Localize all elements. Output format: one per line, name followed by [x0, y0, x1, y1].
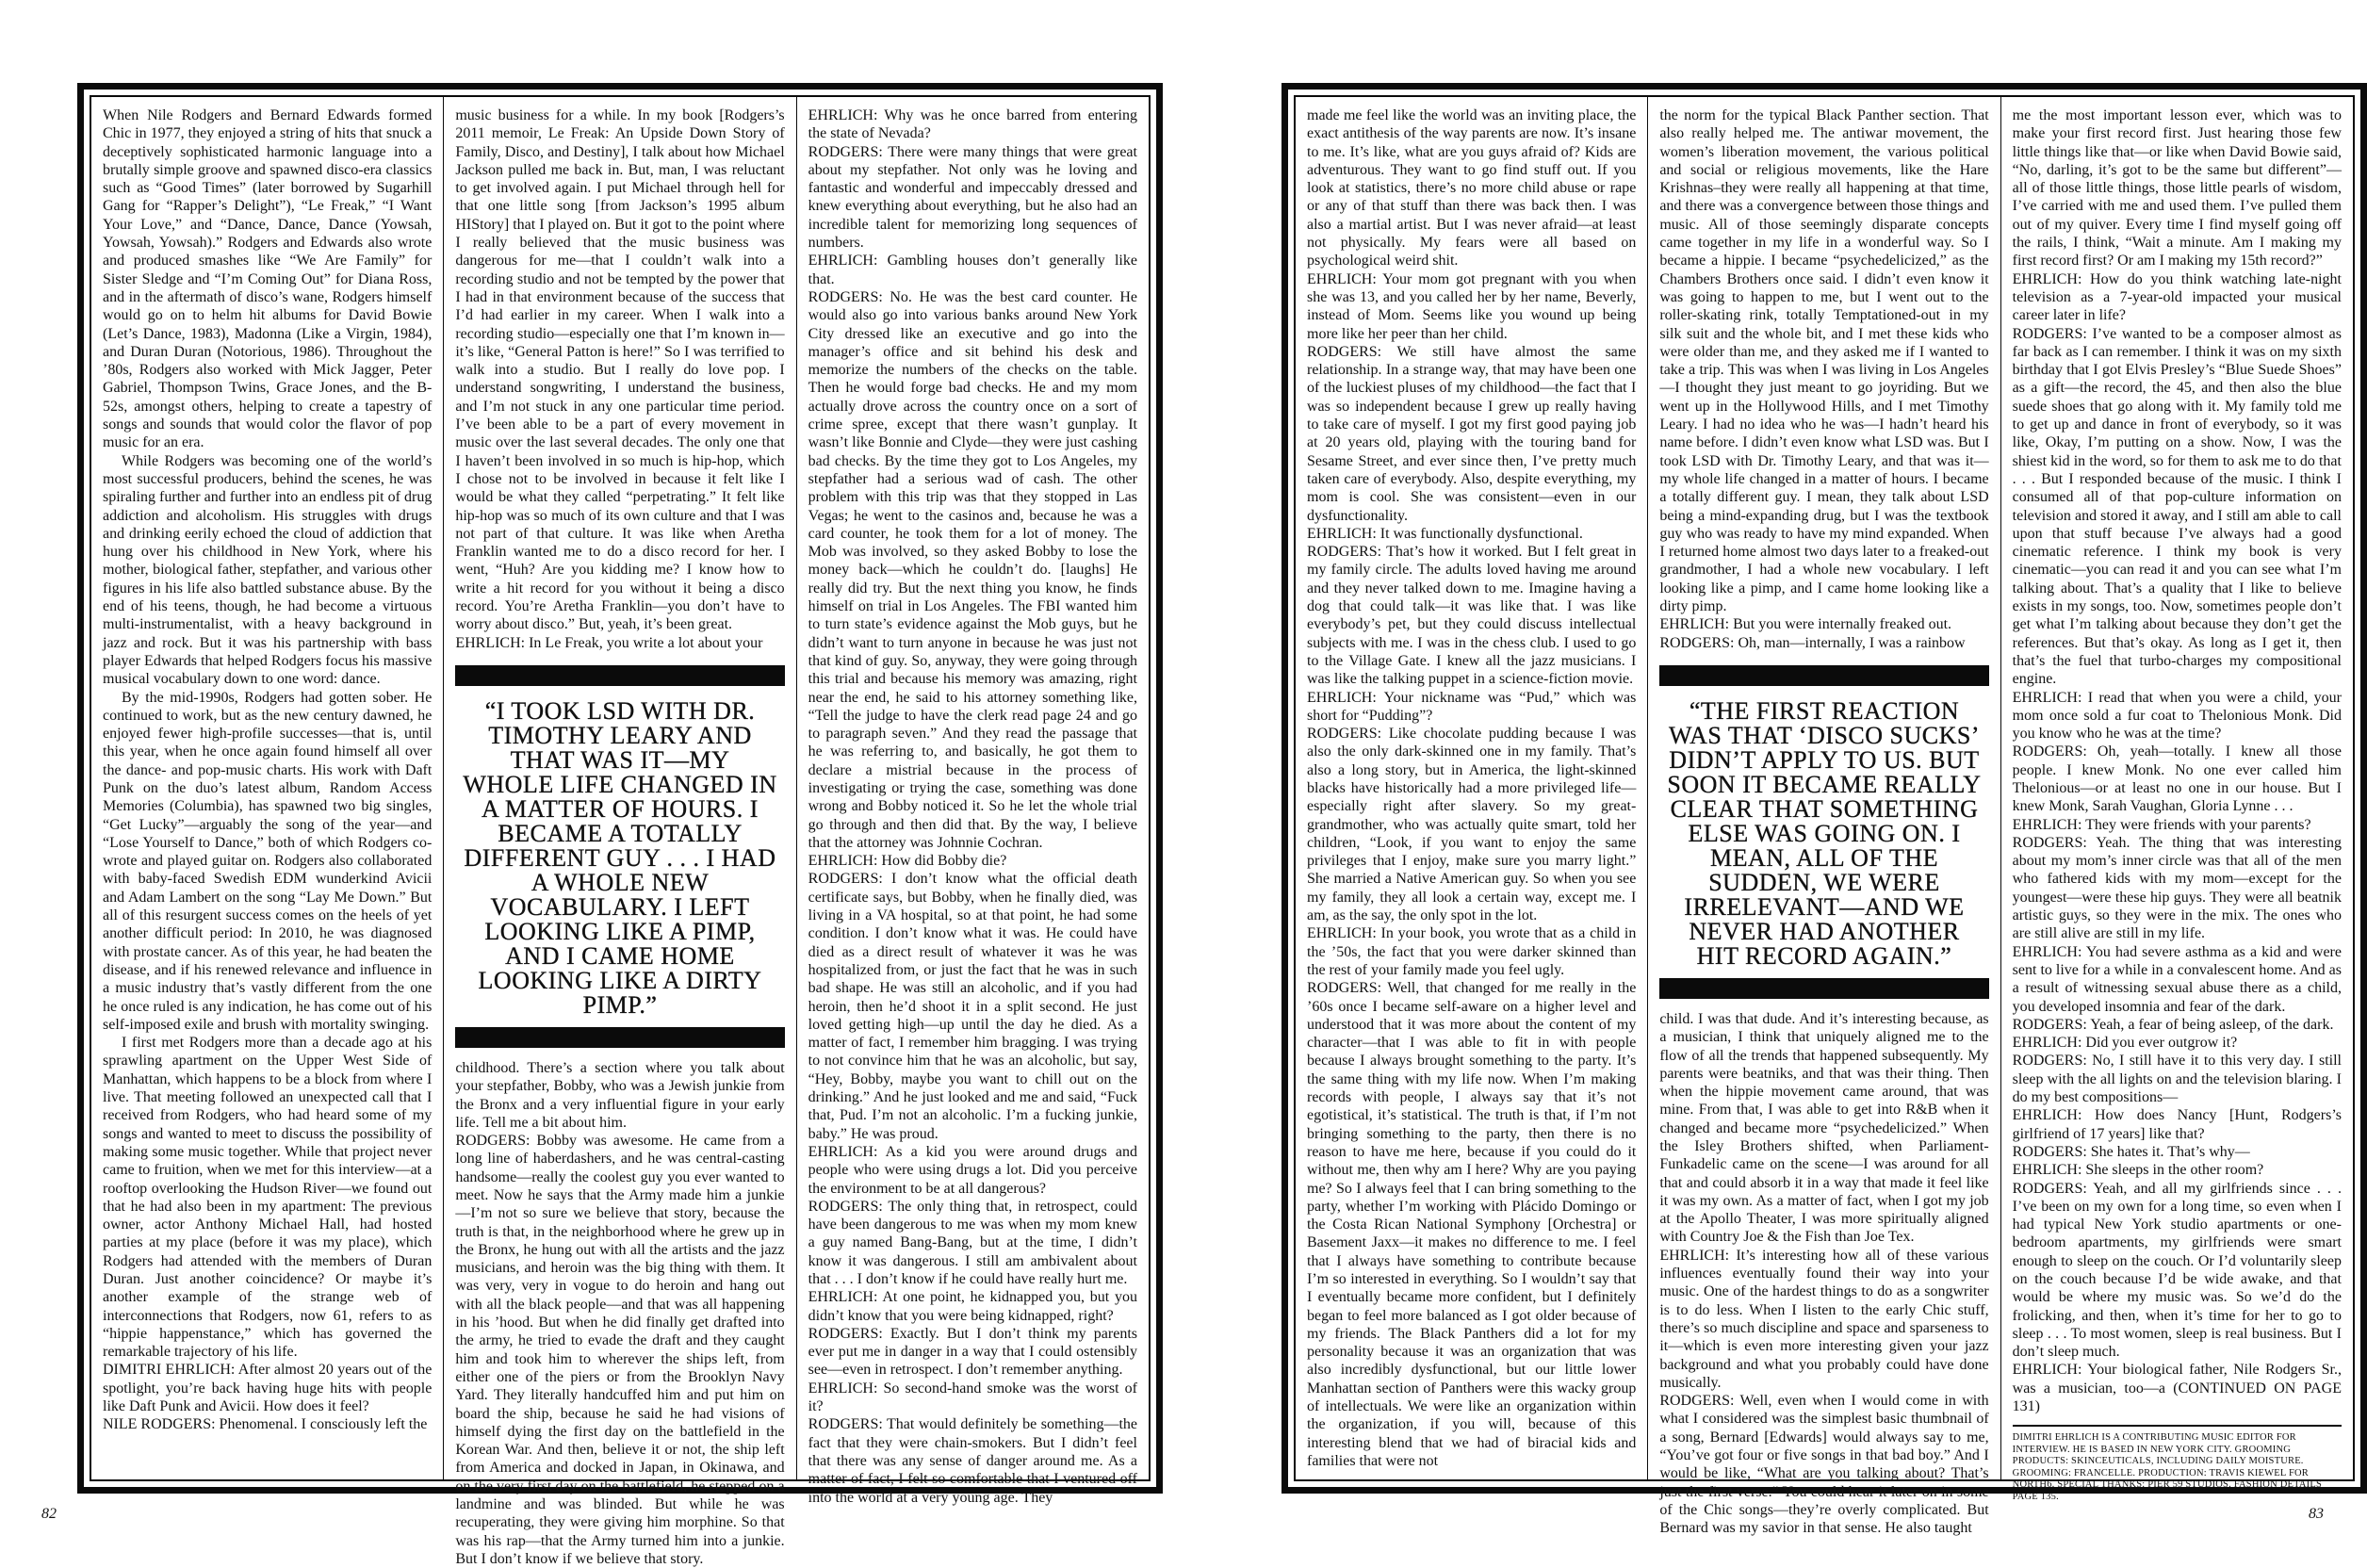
interview-line: EHRLICH: Gambling houses don’t generally like that. [808, 253, 1137, 287]
interview-line: RODGERS: No. He was the best card counter. He would also go into various banks around New York City dressed like an executive and go into the manager’s office and sit behind his desk and memorize the numbers of the checks on the table. Then he would forge bad checks. He and my mom actually drove across the country once on a sort of crime spree, except that there wasn’t gunplay. It wasn’t like Bonnie and Clyde—they were just cashing bad checks. By the time they got to Los Angeles, my stepfather had a serious wad of cash. The other problem with this trip was that they stopped in Las Vegas; he went to the casinos and, because he was a card counter, he took them for a lot of money. The Mob was involved, so they asked Bobby to lose the money back—which he couldn’t do. [laughs] He really did try. But the next thing you know, he finds himself on trial in Los Angeles. The FBI wanted him to turn state’s evidence against the Mob guys, but he didn’t want to turn anyone in because he was just not that kind of guy. So, anyway, they were going through this trial and because his memory was amazing, right near the end, he said to his attorney something like, “Tell the judge to have the clerk read page 24 and go to paragraph seven.” And they read the passage that he was referring to, and basically, he got them to declare a mistrial because in the process of investigating or trying the case, something was done wrong and Bobby noticed it. So he let the whole trial go through and then did that. By the way, I believe that the attorney was Johnnie Cochran. [808, 288, 1137, 851]
interview-line: NILE RODGERS: Phenomenal. I consciously left the [103, 1416, 428, 1433]
interview-line: RODGERS: She hates it. That’s why— [2012, 1143, 2250, 1160]
interview-line: RODGERS: The only thing that, in retrospect, could have been dangerous to me was when my mom knew a guy named Bang-Bang, but at the time, I didn’t know it was dangerous. I still am ambivalent about that . . . I don’t know if he could have really hurt me. [808, 1198, 1137, 1287]
interview-line: EHRLICH: At one point, he kidnapped you, but you didn’t know that you were being kidnapped, right? [808, 1289, 1137, 1324]
interview-line: EHRLICH: Did you ever outgrow it? [2012, 1035, 2238, 1052]
interview-line: RODGERS: Yeah. The thing that was interesting about my mom’s inner circle was that all of the men who fathered kids with my mom—except for the youngest—were these hip guys. They were all beatnik artistic guys, so they were in the mix. The ones who are still alive are still in my life. [2012, 834, 2342, 942]
interview-line: RODGERS: Oh, man—internally, I was a rainbow [1659, 634, 1966, 651]
body-paragraph: While Rodgers was becoming one of the world’s most successful producers, behind the scenes, he was spiraling further and further into an endless pit of drug addiction and alcoholism. His struggles with drugs and drinking eerily echoed the cloud of addiction that hung over his childhood in New York, where his mother, biological father, stepfather, and various other figures in his life also battled substance abuse. By the end of his teens, though, he had become a virtuous multi-instrumentalist, with a heavy background in jazz and rock. But it was his partnership with bass player Edwards that helped Rodgers focus his massive musical vocabulary down to one word: dance. [103, 452, 433, 688]
body-paragraph: me the most important lesson ever, which was to make your first record first. Just hearing those few little things like that—or like when David Bowie said, “No, darling, it’s got to be the same but different”—all of those little things, those little pearls of wisdom, I’ve carried with me and used them. I’ve pulled them out of my quiver. Every time I find myself going off the rails, I think, “Wait a minute. Am I making my first record first? Or am I making my 15th record?” [2012, 107, 2342, 270]
interview-line: EHRLICH: They were friends with your parents? [2012, 816, 2311, 833]
interview-line: EHRLICH: So second-hand smoke was the worst of it? [808, 1380, 1137, 1415]
interview-line: EHRLICH: Why was he once barred from entering the state of Nevada? [808, 107, 1137, 142]
pull-quote-text: “I TOOK LSD WITH DR. TIMOTHY LEARY AND THAT WAS IT—MY WHOLE LIFE CHANGED IN A MATTER OF HOURS. I BECAME A TOTALLY DIFFERENT GUY . . . I HAD A WHOLE NEW VOCABULARY. I LEFT LOOKING LIKE A PIMP, AND I CAME HOME LOOKING LIKE A DIRTY PIMP.” [463, 696, 777, 1019]
pull-quote-text: “THE FIRST REACTION WAS THAT ‘DISCO SUCKS’ DIDN’T APPLY TO US. BUT SOON IT BECAME REALLY CLEAR THAT SOMETHING ELSE WAS GOING ON. I MEAN, ALL OF THE SUDDEN, WE WERE IRRELEVANT—AND WE NEVER HAD ANOTHER HIT RECORD AGAIN.” [1667, 696, 1982, 970]
interview-line: EHRLICH: It’s interesting how all of these various influences eventually found their way into your music. One of the hardest things to do as a songwriter is to do less. When I listen to the early Chic stuff, there’s so much discipline and space and sparseness to it—which is even more interesting given your jazz background and what you probably could have done musically. [1659, 1247, 1989, 1391]
body-paragraph: made me feel like the world was an inviting place, the exact antithesis of the way parents are now. It’s insane to me. It’s like, what are you guys afraid of? Kids are adventurous. They want to go find stuff out. If you look at statistics, there’s no more child abuse or rape or any of that stuff than there was back then. I was also a martial artist. But I was never afraid—at least not physically. My fears were all based on psychological weird shit. [1307, 107, 1637, 270]
pull-quote-left [455, 665, 784, 1048]
interview-line: RODGERS: There were many things that were great about my stepfather. Not only was he loving and fantastic and wonderful and impeccably dressed and knew everything about everything, but he also had an incredible talent for memorizing long sequences of numbers. [808, 143, 1137, 252]
interview-line: EHRLICH: How did Bobby die? [808, 853, 1007, 870]
interview-line: EHRLICH: How do you think watching late-night television as a 7-year-old impacted your musical career later in life? [2012, 270, 2342, 324]
body-paragraph: By the mid-1990s, Rodgers had gotten sober. He continued to work, but as the new century dawned, he enjoyed fewer high-profile successes—that is, until this year, when he once again found himself all over the dance- and pop-music charts. His work with Daft Punk on the duo’s latest album, Random Access Memories (Columbia), has spawned two big singles, “Get Lucky”—arguably the song of the year—and “Lose Yourself to Dance,” both of which Rodgers co-wrote and played guitar on. Rodgers also collaborated with baby-faced Swedish EDM wunderkind Avicii and Adam Lambert on the song “Lay Me Down.” But all of this resurgent success comes on the heels of yet another difficult period: In 2010, he was diagnosed with prostate cancer. As of this year, he had beaten the disease, and if his renewed relevance and influence in a music industry that’s vastly different from the one he once ruled is any indication, he has come out of his self-imposed exile and brush with mortality swinging. [103, 689, 433, 1033]
interview-line: EHRLICH: Your mom got pregnant with you when she was 13, and you called her by her name, Beverly, instead of Mom. Seems like you wound up being more like her peer than her child. [1307, 270, 1637, 342]
contributor-credit: DIMITRI EHRLICH IS A CONTRIBUTING MUSIC EDITOR FOR INTERVIEW. HE IS BASED IN NEW YORK CITY. GROOMING PRODUCTS: SKINCEUTICALS, INCLUDING DAILY MOISTURE. GROOMING: FRANCELLE. PRODUCTION: TRAVIS KIEWEL FOR NORTH6. SPECIAL THANKS: PIER 59 STUDIOS. FASHION DETAILS PAGE 135. [2013, 1425, 2342, 1503]
interview-line: RODGERS: That would definitely be something—the fact that they were chain-smokers. But I didn’t feel that there was any sense of danger around me. As a matter of fact, I felt so comfortable that I ventured off into the world at a very young age. They [808, 1416, 1137, 1506]
body-paragraph: childhood. There’s a section where you talk about your stepfather, Bobby, who was a Jewish junkie from the Bronx and a very influential figure in your early life. Tell me a bit about him. [455, 1059, 785, 1131]
left-column-1 [91, 97, 444, 1479]
interview-line: EHRLICH: In your book, you wrote that as a child in the ’50s, the fact that you were darker skinned than the rest of your family made you feel ugly. [1307, 925, 1637, 978]
left-page [0, 0, 1178, 1567]
right-column-2 [1648, 97, 2000, 1537]
left-column-3 [797, 97, 1149, 1506]
right-column-3 [2001, 97, 2353, 1502]
interview-line: EHRLICH: But you were internally freaked out. [1659, 616, 1952, 633]
left-column-2 [444, 97, 796, 1567]
interview-line: EHRLICH: How does Nancy [Hunt, Rodgers’s girlfriend of 17 years] like that? [2012, 1107, 2342, 1142]
interview-line: RODGERS: Like chocolate pudding because I was also the only dark-skinned one in my family. That’s also a long story, but in America, the light-skinned blacks have historically had a more privileged life—especially right after slavery. So my great-grandmother, who was actually quite smart, told her children, “Look, if you want to enjoy the same privileges that I enjoy, make sure you marry light.” She married a Native American guy. So when you see my family, they all look a certain way, except me. I am, as the say, the only spot in the lot. [1307, 726, 1637, 924]
interview-line: EHRLICH: Your nickname was “Pud,” which was short for “Pudding”? [1307, 689, 1637, 724]
interview-line: RODGERS: Oh, yeah—totally. I knew all those people. I knew Monk. No one ever called him Thelonious—or at least no one in our house. But I knew Monk, Sarah Vaughan, Gloria Lynne . . . [2012, 743, 2342, 815]
interview-line: RODGERS: Yeah, a fear of being asleep, of the dark. [2012, 1016, 2334, 1033]
article-frame-inner-left [90, 95, 1151, 1567]
interview-line: RODGERS: Bobby was awesome. He came from a long line of haberdashers, and he was central-casting handsome—really the coolest guy you ever wanted to meet. Now he says that the Army made him a junkie—I’m not so sure we believe that story, because the truth is that, in the neighborhood where he grew up in the Bronx, he hung out with all the artists and the jazz musicians, and heroin was the big thing with them. It was very, very in vogue to do heroin and hang out with all the black people—and that was all happening in his ’hood. But when he did finally get drafted into the army, he tried to evade the draft and they caught him and took him to wherever the ships left, from either one of the piers or from the Brooklyn Navy Yard. They literally handcuffed him and put him on board the ship, because he said he had visions of himself dying the first day on the battlefield in the Korean War. And then, believe it or not, the ship left from America and docked in Japan, in Okinawa, and on the very first day on the battlefield, he stepped on a landmine and was blinded. But while he was recuperating, they were giving him morphine. So that was his rap—that the Army turned him into a junkie. But I don’t know if we believe that story. [455, 1133, 785, 1567]
page-number: 83 [2309, 1506, 2324, 1522]
body-paragraph: music business for a while. In my book [Rodgers’s 2011 memoir, Le Freak: An Upside Down Story of Family, Disco, and Destiny], I talk about how Michael Jackson pulled me back in. But, man, I was reluctant to get involved again. I put Michael through hell for that one little song [from Jackson’s 1995 album HIStory] that I played on. But it got to the point where I really believed that the music business was dangerous for me—that I couldn’t walk into a recording studio and not be tempted by the power that I had in that environment because of the success that I’d had earlier in my career. When I walk into a recording studio—especially one that I’m known in—it’s like, “General Patton is here!” So I was terrified to walk into a studio. But I really do love pop. I understand songwriting, I understand the business, and I’m not stuck in any one particular time period. I’ve been able to be a part of every movement in music over the last several decades. The only one that I haven’t been involved in so much is hip-hop, which I chose not to be involved in because it felt like I would be what they called “perpetrating.” It felt like hip-hop was so much of its own culture and that I was not part of that culture. It was like when Aretha Franklin wanted me to do a disco record for her. I went, “Huh? Are you kidding me? I know how to write a hit record for you without it being a disco record. You’re Aretha Franklin—you don’t have to worry about disco.” But, yeah, it’s been great. [455, 107, 785, 633]
pull-quote-bar-bottom [1659, 978, 1988, 999]
interview-line: EHRLICH: She sleeps in the other room? [2012, 1162, 2264, 1179]
interview-line: EHRLICH: It was functionally dysfunctional. [1307, 525, 1583, 542]
article-frame-left [77, 83, 1163, 1567]
interview-line: RODGERS: Yeah, and all my girlfriends since . . . I’ve been on my own for a long time, so even when I had typical New York studio apartments or one-bedroom apartments, my girlfriends were smart enough to sleep on the couch. Or I’d voluntarily sleep on the couch because I’d be wide awake, and that would be where my music was. So we’d do the frolicking, and then, when it’s time for her to go to sleep . . . To most women, sleep is real business. But I don’t sleep much. [2012, 1180, 2342, 1361]
interview-line: EHRLICH: You had severe asthma as a kid and were sent to live for a while in a convalescent home. And as a result of witnessing sexual abuse there as a child, you developed insomnia and fear of the dark. [2012, 943, 2342, 1015]
interview-line: RODGERS: That’s how it worked. But I felt great in my family circle. The adults loved having me around and they never talked down to me. Imagine having a dog that could talk—it was like that. I was like everybody’s pet, but they could discuss intellectual subjects with me. I was in the chess club. I used to go to the Village Gate. I knew all the jazz musicians. I was like the talking puppet in a science-fiction movie. [1307, 544, 1637, 688]
interview-line: EHRLICH: As a kid you were around drugs and people who were using drugs a lot. Did you perceive the environment to be at all dangerous? [808, 1143, 1137, 1197]
pull-quote-right [1659, 665, 1988, 999]
interview-line: RODGERS: Well, that changed for me really in the ’60s once I became self-aware on a higher level and understood that it was more about the content of my character—that I was able to fit in with people because I always brought something to the party. It’s the same thing with my life now. When I’m making records with people, I always say that it’s not egotistical, it’s statistical. The truth is that, if I’m not bringing something to the party, then there is no reason to have me here, because if you could do it without me, then why am I here? Why are you paying me? So I always feel that I can bring something to the party, whether I’m working with Plácido Domingo or the Costa Rican National Symphony [Orchestra] or Basement Jaxx—it makes no difference to me. I feel that I always have something to contribute because I’m so interested in everything. So I wouldn’t say that I eventually became more confident, but I definitely began to feel more balanced as I got older because of my friends. The Black Panthers did a lot for my personality because it was an organization that was also incredibly dysfunctional, but our little lower Manhattan section of Panthers were this wacky group of intellectuals. We were like an organization within the organization, if you will, because of this interesting blend that we had of biracial kids and families that were not [1307, 980, 1637, 1469]
interview-line: RODGERS: I don’t know what the official death certificate says, but Bobby, when he finally died, was living in a VA hospital, so at that point, he had some condition. I don’t know what it was. He could have died as a direct result of whatever it was he was hospitalized from, or just the fact that he was in such bad shape. He was still an alcoholic, and if you had heroin, then he’d shoot it in a split second. He just loved getting high—up until the day he died. As a matter of fact, I remember him bragging. I was trying to not convince him that he was an alcoholic, but say, “Hey, Bobby, maybe you want to chill out on the drinking.” And he just looked and me and said, “Fuck that, Pud. I’m not an alcoholic. I’m a fucking junkie, baby.” He was proud. [808, 871, 1137, 1142]
interview-line: EHRLICH: Your biological father, Nile Rodgers Sr., was a musician, too—a (CONTINUED ON PAGE 131) [2012, 1362, 2342, 1415]
interview-line: EHRLICH: In Le Freak, you write a lot about your [455, 634, 763, 651]
interview-line: RODGERS: I’ve wanted to be a composer almost as far back as I can remember. I think it was on my sixth birthday that I got Elvis Presley’s “Blue Suede Shoes” as a gift—the record, the 45, and then also the blue suede shoes that go along with it. My family told me to get up and dance in front of everybody, so it was like, Okay, I’m putting on a show. Now, I was the shiest kid in the word, so for them to ask me to do that . . . But I responded because of the music. I think I consumed all of that pop-culture information on television and stored it away, and I still am able to call upon that stuff because I’ve always had a good cinematic reference. I think my book is very cinematic—you can read it and you can see what I’m talking about. That’s a quality that I like to believe exists in my songs, too. Now, sometimes people don’t get what I’m talking about because they don’t get the references. But that’s okay. As long as I get it, then that’s the fuel that turbo-charges my compositional engine. [2012, 325, 2342, 688]
right-column-1 [1296, 97, 1648, 1479]
interview-line: RODGERS: Exactly. But I don’t think my parents ever put me in danger in a way that I could ostensibly see—even in retrospect. I don’t remember anything. [808, 1325, 1137, 1379]
interview-line: EHRLICH: I read that when you were a child, your mom once sold a fur coat to Thelonious Monk. Did you know who he was at the time? [2012, 689, 2342, 743]
body-paragraph: the norm for the typical Black Panther section. That also really helped me. The antiwar movement, the women’s liberation movement, the various political and social or religious movements, like the Hare Krishnas–they were really all happening at that time, and there was a convergence between those things and music. All of those seemingly disparate concepts came together in my life in a wonderful way. So I became a hippie. I became “psychedelicized,” as the Chambers Brothers once said. I didn’t even know it was going to happen to me, but I went out to the roller-skating rink, totally Temptationed-out in my silk suit and the whole bit, and I met these kids who were older than me, and they asked me if I wanted to take a trip. This was when I was living in Los Angeles—I thought they just meant to go joyriding. But we went up in the Hollywood Hills, and I met Timothy Leary. I had no idea who he was—I hadn’t heard his name before. I didn’t even know what LSD was. But I took LSD with Dr. Timothy Leary, and that was it—my whole life changed in a matter of hours. I became a totally different guy. I mean, they talk about LSD being a mind-expanding drug, but I was the textbook guy who was ready to have my mind expanded. When I returned home almost two days later to a freaked-out grandmother, I had a whole new vocabulary. I left looking like a pimp, and I came home looking like a dirty pimp. [1659, 107, 1989, 615]
body-paragraph: I first met Rodgers more than a decade ago at his sprawling apartment on the Upper West Side of Manhattan, which happens to be a block from where I live. That meeting followed an unexpected call that I received from Rodgers, who had heard some of my songs and wanted to meet to discuss the possibility of making some music together. While that project never came to fruition, when we met for this interview—at a rooftop overlooking the Hudson River—we found out that he had also been in my apartment: The previous owner, actor Anthony Michael Hall, had hosted parties at my place (before it was my place), which Rodgers had attended with the members of Duran Duran. Just another coincidence? Or maybe it’s another example of the strange web of interconnections that Rodgers, now 61, refers to as “hippie happenstance,” which has governed the remarkable trajectory of his life. [103, 1035, 433, 1361]
interview-line: DIMITRI EHRLICH: After almost 20 years out of the spotlight, you’re back having huge hits with people like Daft Punk and Avicii. How does it feel? [103, 1362, 433, 1415]
pull-quote-bar-bottom [455, 1027, 784, 1048]
interview-line: RODGERS: We still have almost the same relationship. In a strange way, that may have been one of the luckiest pluses of my childhood—the fact that I was so independent because I grew up really having to take care of myself. I got my first good paying job at 20 years old, playing with the touring band for Sesame Street, and ever since then, I’ve pretty much taken care of everybody. Also, despite everything, my mom is cool. She was consistent—even in our dysfunctionality. [1307, 343, 1637, 524]
pull-quote-bar-top [1659, 665, 1988, 686]
pull-quote-bar-top [455, 665, 784, 686]
body-paragraph: child. I was that dude. And it’s interesting because, as a musician, I think that uniquely aligned me to the flow of all the trends that happened subsequently. My parents were beatniks, and that was their thing. Then when the hippie movement came around, that was mine. From that, I was able to get into R&B when it changed and became more “psychedelicized.” When the Isley Brothers shifted, when Parliament-Funkadelic came on the scene—I was around for all that and could absorb it in a way that made it feel like it was my own. As a matter of fact, when I got my job at the Apollo Theater, I was more spiritually aligned with Country Joe & the Fish than Joe Tex. [1659, 1010, 1989, 1246]
intro-paragraph: When Nile Rodgers and Bernard Edwards formed Chic in 1977, they enjoyed a string of hits that snuck a deceptively sophisticated harmonic language into a brutally simple groove and spawned disco-era classics such as “Good Times” (later borrowed by Sugarhill Gang for “Rapper’s Delight”), “Le Freak,” “I Want Your Love,” and “Dance, Dance, Dance (Yowsah, Yowsah, Yowsah).” Rodgers and Edwards also wrote and produced smashes like “We Are Family” for Sister Sledge and “I’m Coming Out” for Diana Ross, and in the aftermath of disco’s wane, Rodgers himself would go on to helm hit albums for David Bowie (Let’s Dance, 1983), Madonna (Like a Virgin, 1984), and Duran Duran (Notorious, 1986). Throughout the ’80s, Rodgers also worked with Mick Jagger, Peter Gabriel, Thompson Twins, Grace Jones, and the B-52s, amongst others, helping to create a tapestry of songs and sounds that would color the flavor of pop music for an era. [103, 107, 433, 451]
page-number: 82 [41, 1506, 57, 1522]
interview-line: RODGERS: Well, even when I would come in with what I considered was the simplest basic thumbnail of a song, Bernard [Edwards] would always say to me, “You’ve got four or five songs in that bad boy.” And I would be like, “What are you talking about? That’s just the first verse.” You could hear it later on in some of the Chic songs—they’re overly complicated. But Bernard was my savior in that sense. He also taught [1659, 1393, 1989, 1537]
right-page [1178, 0, 2356, 1537]
interview-line: RODGERS: No, I still have it to this very day. I still sleep with the all lights on and the television blaring. I do my best compositions— [2012, 1053, 2342, 1106]
